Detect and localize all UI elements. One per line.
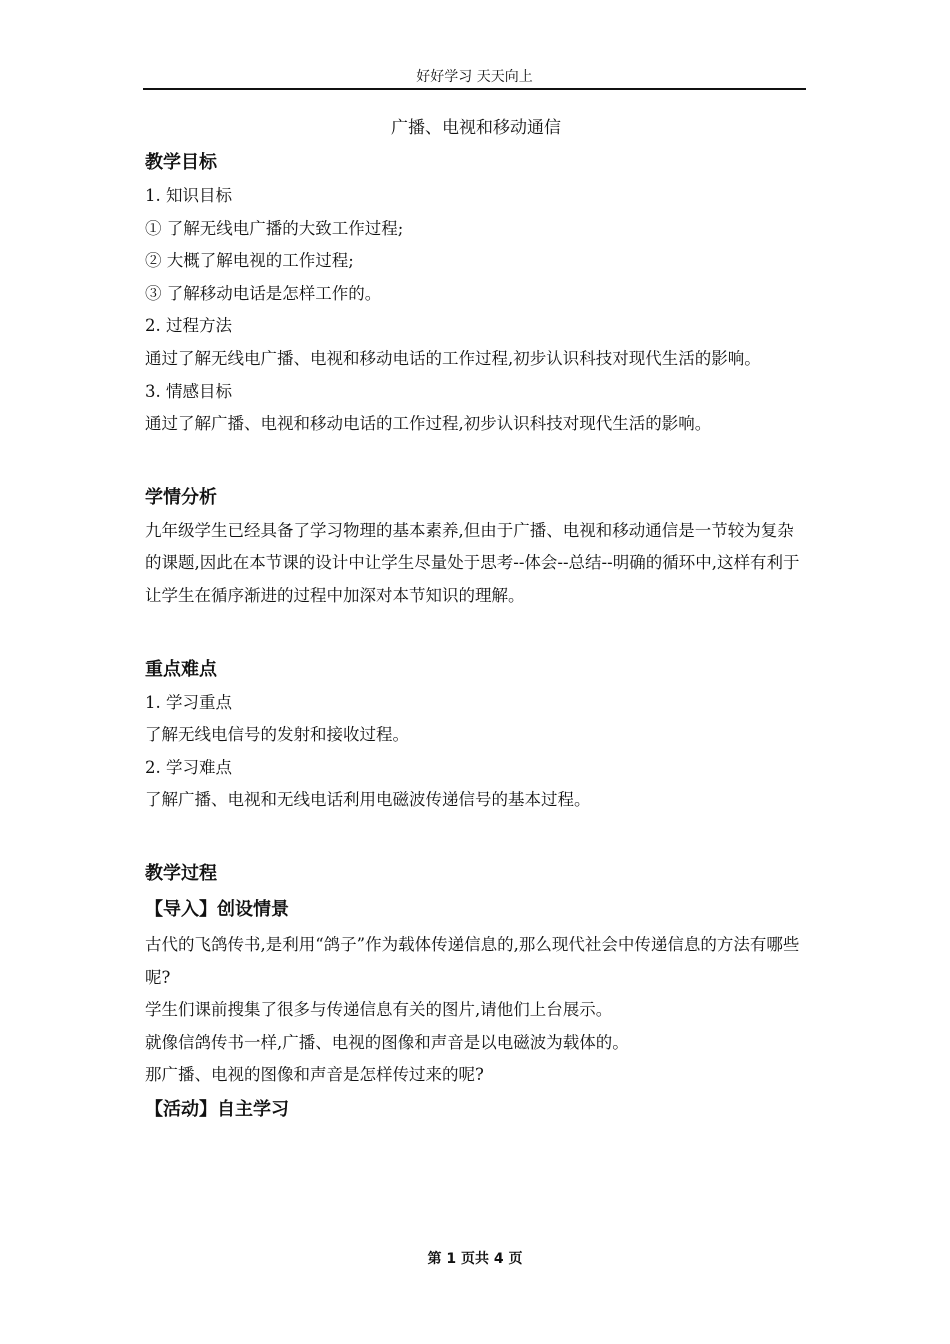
objective-line: ① 了解无线电广播的大致工作过程; <box>145 218 404 238</box>
process-line: 学生们课前搜集了很多与传递信息有关的图片,请他们上台展示。 <box>145 1000 613 1020</box>
section-heading-key-points: 重点难点 <box>145 658 217 680</box>
objective-line: 通过了解广播、电视和移动电话的工作过程,初步认识科技对现代生活的影响。 <box>145 414 712 434</box>
section-heading-process: 教学过程 <box>145 862 217 884</box>
process-line: 古代的飞鸽传书,是利用“鸽子”作为载体传递信息的,那么现代社会中传递信息的方法有哪些呢? <box>145 934 800 987</box>
page-header: 好好学习 天天向上 <box>416 69 533 85</box>
objective-line: 通过了解无线电广播、电视和移动电话的工作过程,初步认识科技对现代生活的影响。 <box>145 348 761 368</box>
process-line: 就像信鸽传书一样,广播、电视的图像和声音是以电磁波为载体的。 <box>145 1032 629 1052</box>
objective-line: ③ 了解移动电话是怎样工作的。 <box>145 283 382 303</box>
document-title: 广播、电视和移动通信 <box>391 118 561 138</box>
process-line: 那广播、电视的图像和声音是怎样传过来的呢? <box>145 1065 484 1085</box>
objective-line: 2. 过程方法 <box>145 316 232 336</box>
objective-line: 1. 知识目标 <box>145 186 232 205</box>
section-heading-objectives: 教学目标 <box>145 152 217 173</box>
subheading-intro: 【导入】创设情景 <box>145 898 289 920</box>
header-divider <box>143 88 806 90</box>
key-point-line: 了解无线电信号的发射和接收过程。 <box>145 725 409 745</box>
page-number: 第 1 页共 4 页 <box>427 1251 523 1267</box>
objective-line: ② 大概了解电视的工作过程; <box>145 251 354 271</box>
document-body <box>145 113 807 1128</box>
section-heading-analysis: 学情分析 <box>145 486 217 508</box>
key-point-line: 了解广播、电视和无线电话利用电磁波传递信号的基本过程。 <box>145 790 591 810</box>
key-point-line: 1. 学习重点 <box>145 692 232 712</box>
key-point-line: 2. 学习难点 <box>145 757 232 777</box>
subheading-activity: 【活动】自主学习 <box>145 1098 289 1120</box>
analysis-paragraph: 九年级学生已经具备了学习物理的基本素养,但由于广播、电视和移动通信是一节较为复杂的课题,因此在本节课的设计中让学生尽量处于思考--体会--总结--明确的循环中,这样有利于让学生在循序渐进的过程中加深对本节知识的理解。 <box>145 520 800 605</box>
objective-line: 3. 情感目标 <box>145 381 232 401</box>
